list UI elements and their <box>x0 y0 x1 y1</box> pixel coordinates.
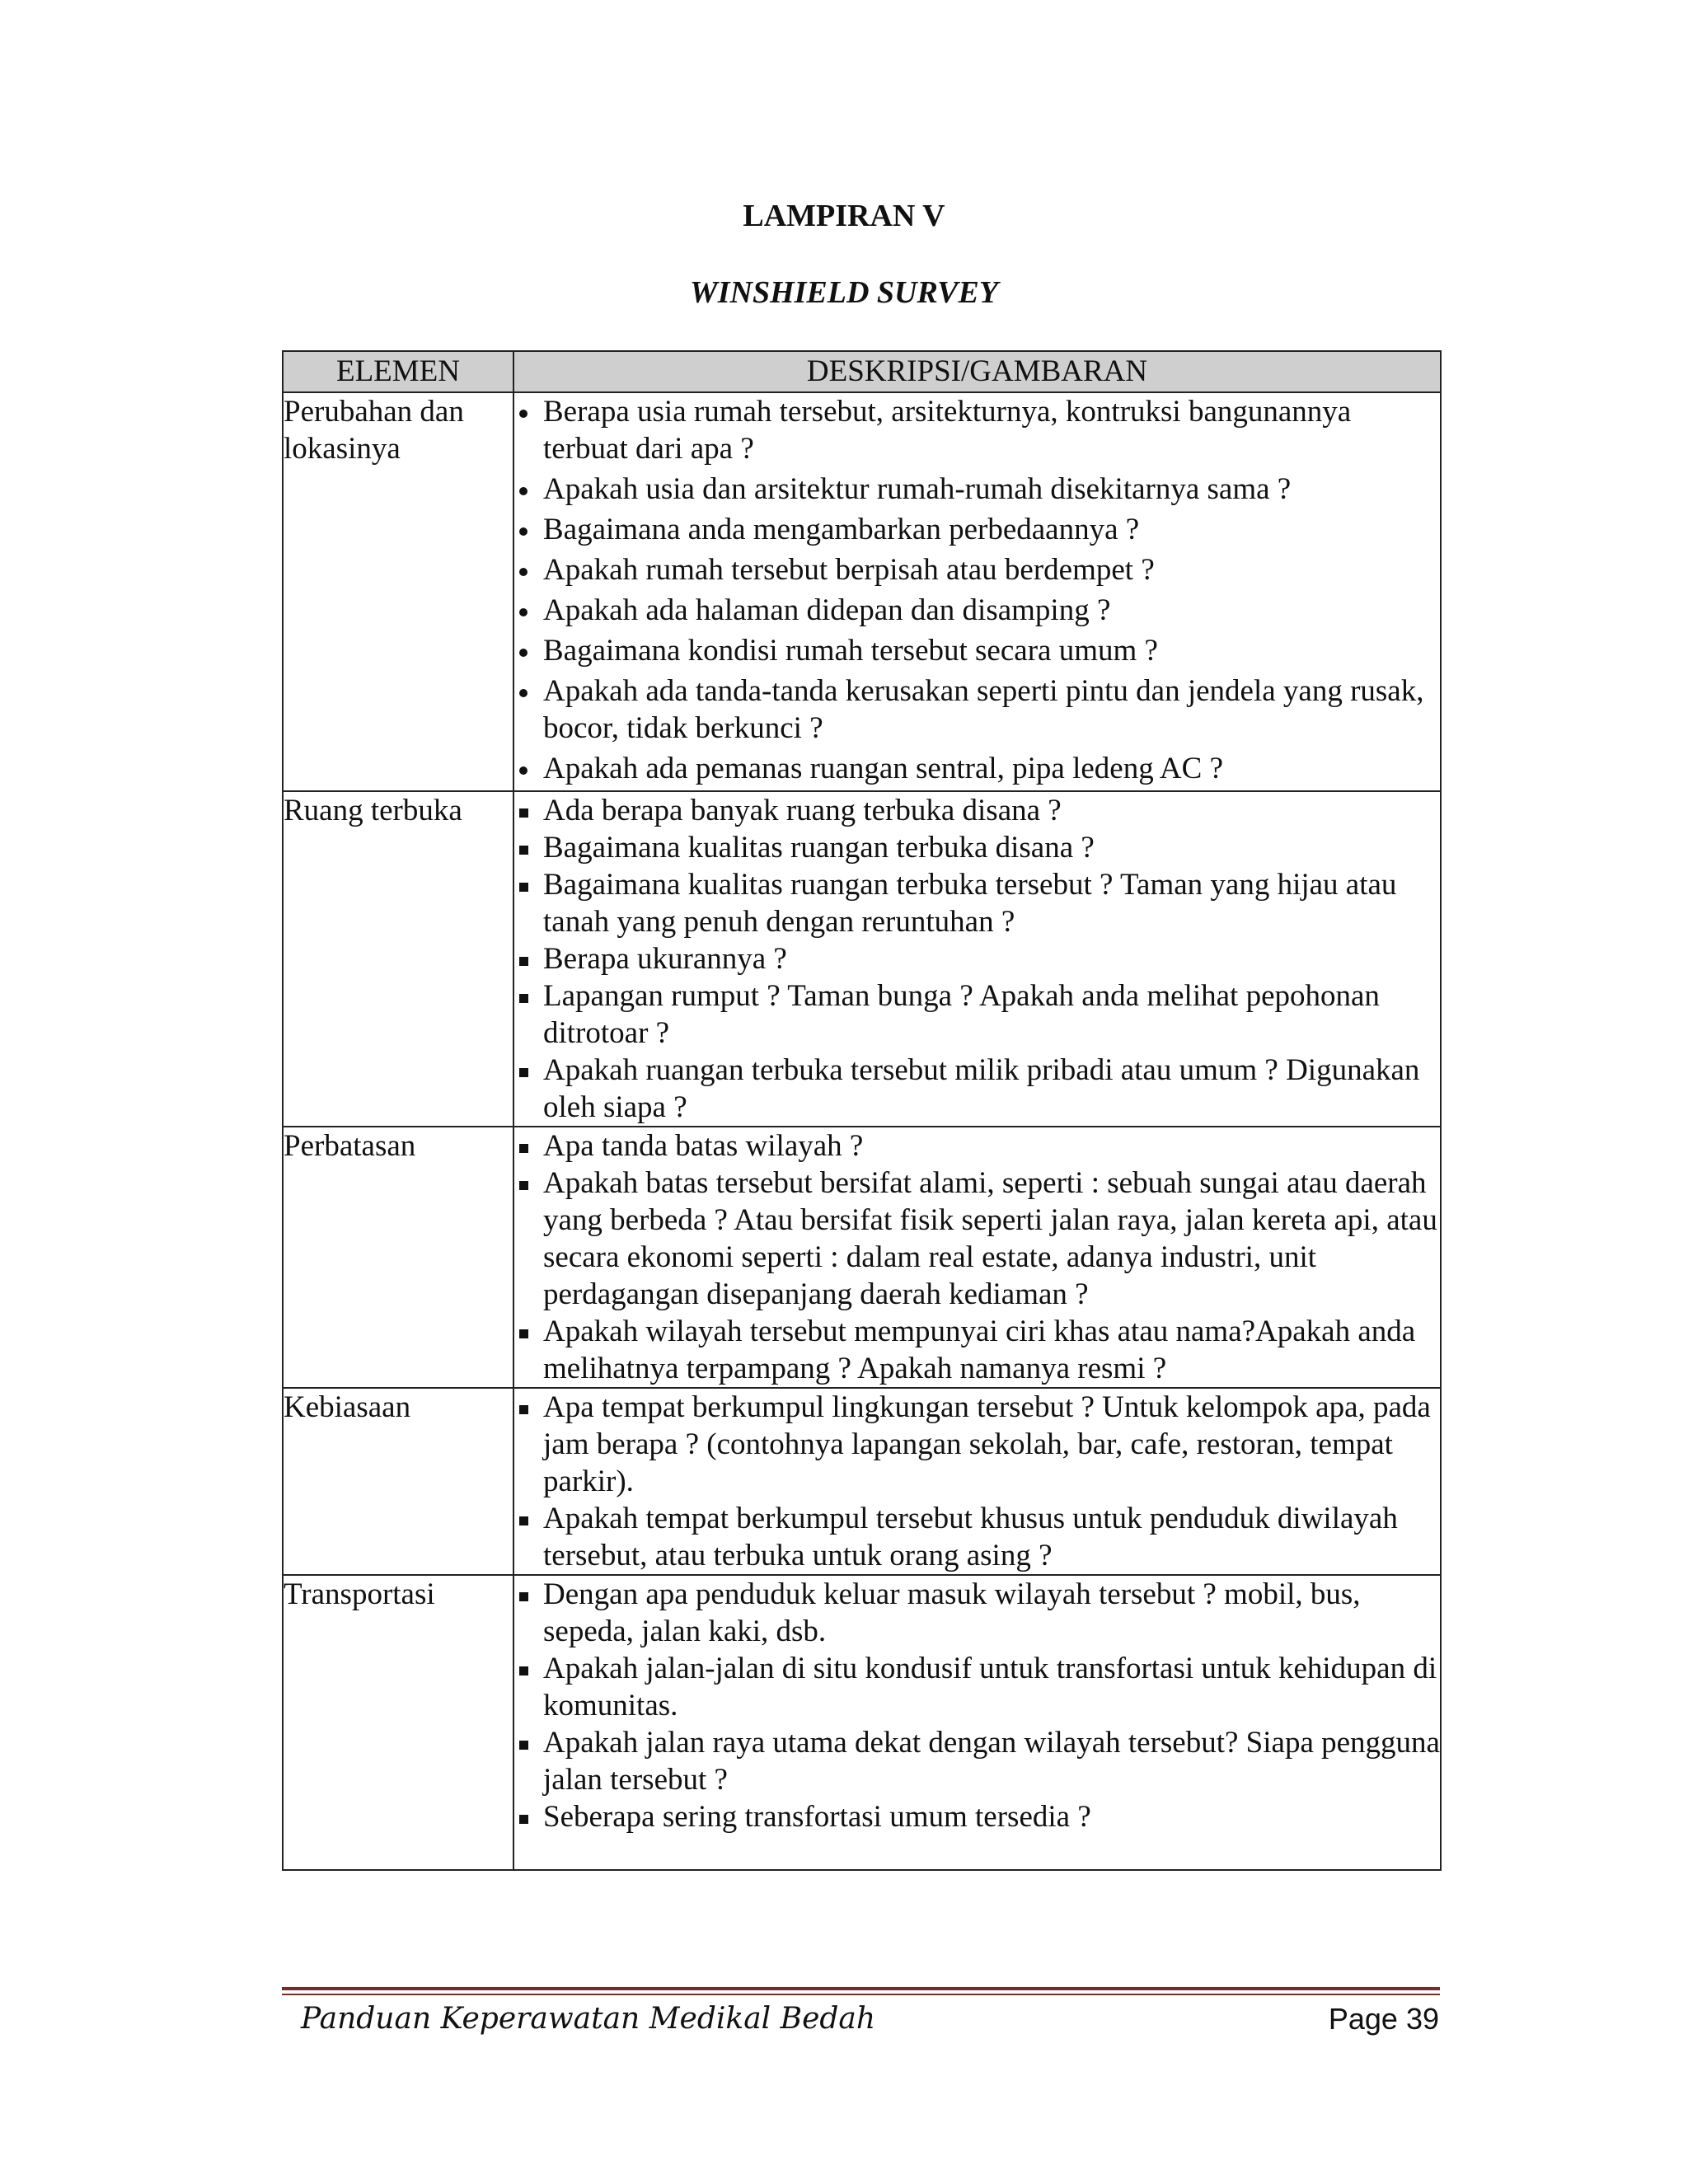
bullet-square-icon <box>514 1724 537 1761</box>
bullet-dot-icon <box>514 673 537 710</box>
bullet-dot-icon <box>514 750 537 787</box>
item-text: Lapangan rumput ? Taman bunga ? Apakah anda melihat pepohonan ditrotoar ? <box>543 979 1380 1050</box>
list-item <box>514 673 1440 747</box>
bullet-square-icon <box>514 1500 537 1537</box>
list-item <box>514 471 1440 508</box>
item-text: Ada berapa banyak ruang terbuka disana ? <box>543 794 1062 827</box>
list-item <box>514 1798 1440 1835</box>
item-text: Apakah jalan raya utama dekat dengan wilayah tersebut? Siapa pengguna jalan tersebut ? <box>543 1726 1440 1797</box>
description-list <box>514 1389 1440 1574</box>
description-cell <box>513 791 1441 1127</box>
description-cell <box>513 1575 1441 1870</box>
bullet-dot-icon <box>514 551 537 588</box>
list-item <box>514 866 1440 940</box>
list-item <box>514 1165 1440 1313</box>
bullet-square-icon <box>514 1165 537 1202</box>
bullet-dot-icon <box>514 393 537 430</box>
bullet-square-icon <box>514 1576 537 1613</box>
table-row-kebiasaan <box>283 1388 1441 1575</box>
list-item <box>514 511 1440 548</box>
list-item <box>514 551 1440 588</box>
item-text: Apakah jalan-jalan di situ kondusif untuk transfortasi untuk kehidupan di komunitas. <box>543 1652 1437 1722</box>
description-list <box>514 792 1440 1126</box>
header-deskripsi: DESKRIPSI/GAMBARAN <box>513 351 1441 392</box>
item-text: Apakah tempat berkumpul tersebut khusus untuk penduduk diwilayah tersebut, atau terbuka untuk orang asing ? <box>543 1502 1398 1572</box>
list-item <box>514 1127 1440 1165</box>
bullet-square-icon <box>514 1127 537 1165</box>
bullet-square-icon <box>514 866 537 903</box>
description-list <box>514 393 1440 787</box>
item-text: Apakah ruangan terbuka tersebut milik pribadi atau umum ? Digunakan oleh siapa ? <box>543 1053 1420 1124</box>
element-cell: Perbatasan <box>283 1127 513 1388</box>
item-text: Apakah ada halaman didepan dan disamping ? <box>543 593 1111 627</box>
item-text: Bagaimana anda mengambarkan perbedaannya ? <box>543 513 1140 546</box>
list-item <box>514 1052 1440 1126</box>
bullet-square-icon <box>514 1798 537 1835</box>
list-item <box>514 977 1440 1052</box>
element-cell: Kebiasaan <box>283 1388 513 1575</box>
footer-book-title: Panduan Keperawatan Medikal Bedah <box>301 2002 876 2036</box>
item-text: Bagaimana kualitas ruangan terbuka disana ? <box>543 831 1095 865</box>
description-cell <box>513 1127 1441 1388</box>
bullet-square-icon <box>514 1313 537 1350</box>
list-item <box>514 792 1440 829</box>
list-item <box>514 940 1440 977</box>
description-list <box>514 1127 1440 1387</box>
item-text: Apakah usia dan arsitektur rumah-rumah disekitarnya sama ? <box>543 472 1292 506</box>
element-cell: Perubahan dan lokasinya <box>283 392 513 791</box>
item-text: Apa tempat berkumpul lingkungan tersebut ? Untuk kelompok apa, pada jam berapa ? (contohnya lapangan sekolah, bar, cafe, restoran, tempat parkir). <box>543 1390 1431 1498</box>
bullet-dot-icon <box>514 511 537 548</box>
header-elemen: ELEMEN <box>283 351 513 392</box>
list-item <box>514 1724 1440 1798</box>
footer-page-number: Page 39 <box>1328 2002 1439 2036</box>
survey-table <box>282 350 1442 1871</box>
item-text: Berapa ukurannya ? <box>543 942 787 976</box>
element-cell: Transportasi <box>283 1575 513 1870</box>
list-item <box>514 632 1440 669</box>
bullet-square-icon <box>514 1650 537 1687</box>
bullet-square-icon <box>514 1052 537 1089</box>
table-row-ruang-terbuka <box>283 791 1441 1127</box>
item-text: Apakah rumah tersebut berpisah atau berdempet ? <box>543 553 1155 587</box>
list-item <box>514 829 1440 866</box>
list-item <box>514 1389 1440 1500</box>
item-text: Bagaimana kondisi rumah tersebut secara umum ? <box>543 634 1158 668</box>
list-item <box>514 1313 1440 1387</box>
item-text: Dengan apa penduduk keluar masuk wilayah tersebut ? mobil, bus, sepeda, jalan kaki, dsb. <box>543 1577 1361 1648</box>
bullet-dot-icon <box>514 592 537 629</box>
footer-rule-thick <box>282 1987 1440 1990</box>
item-text: Seberapa sering transfortasi umum tersedia ? <box>543 1800 1091 1834</box>
table-row-perubahan <box>283 392 1441 791</box>
list-item <box>514 1650 1440 1724</box>
bullet-square-icon <box>514 829 537 866</box>
bullet-square-icon <box>514 977 537 1015</box>
item-text: Apa tanda batas wilayah ? <box>543 1129 864 1163</box>
table-row-transportasi <box>283 1575 1441 1870</box>
table-header-row <box>283 351 1441 392</box>
list-item <box>514 1576 1440 1650</box>
document-title: LAMPIRAN V <box>743 199 945 233</box>
footer-rule-thin <box>282 1994 1440 1995</box>
item-text: Bagaimana kualitas ruangan terbuka tersebut ? Taman yang hijau atau tanah yang penuh dengan reruntuhan ? <box>543 868 1397 939</box>
description-list <box>514 1576 1440 1835</box>
element-cell: Ruang terbuka <box>283 791 513 1127</box>
table-row-perbatasan <box>283 1127 1441 1388</box>
item-text: Apakah wilayah tersebut mempunyai ciri khas atau nama?Apakah anda melihatnya terpampang ? Apakah namanya resmi ? <box>543 1315 1416 1385</box>
bullet-square-icon <box>514 1389 537 1426</box>
document-subtitle: WINSHIELD SURVEY <box>689 275 999 310</box>
bullet-square-icon <box>514 792 537 829</box>
bullet-dot-icon <box>514 632 537 669</box>
item-text: Apakah ada pemanas ruangan sentral, pipa ledeng AC ? <box>543 752 1224 785</box>
item-text: Berapa usia rumah tersebut, arsitekturnya, kontruksi bangunannya terbuat dari apa ? <box>543 395 1352 466</box>
item-text: Apakah batas tersebut bersifat alami, seperti : sebuah sungai atau daerah yang berbeda ? Atau bersifat fisik seperti jalan raya, jalan kereta api, atau secara ekonomi seperti : dalam real estate, adanya industri, unit perdagangan disepanjang daerah kediaman ? <box>543 1166 1437 1311</box>
description-cell <box>513 392 1441 791</box>
list-item <box>514 393 1440 467</box>
bullet-square-icon <box>514 940 537 977</box>
list-item <box>514 750 1440 787</box>
bullet-dot-icon <box>514 471 537 508</box>
description-cell <box>513 1388 1441 1575</box>
item-text: Apakah ada tanda-tanda kerusakan seperti pintu dan jendela yang rusak, bocor, tidak berkunci ? <box>543 674 1424 745</box>
list-item <box>514 1500 1440 1574</box>
list-item <box>514 592 1440 629</box>
